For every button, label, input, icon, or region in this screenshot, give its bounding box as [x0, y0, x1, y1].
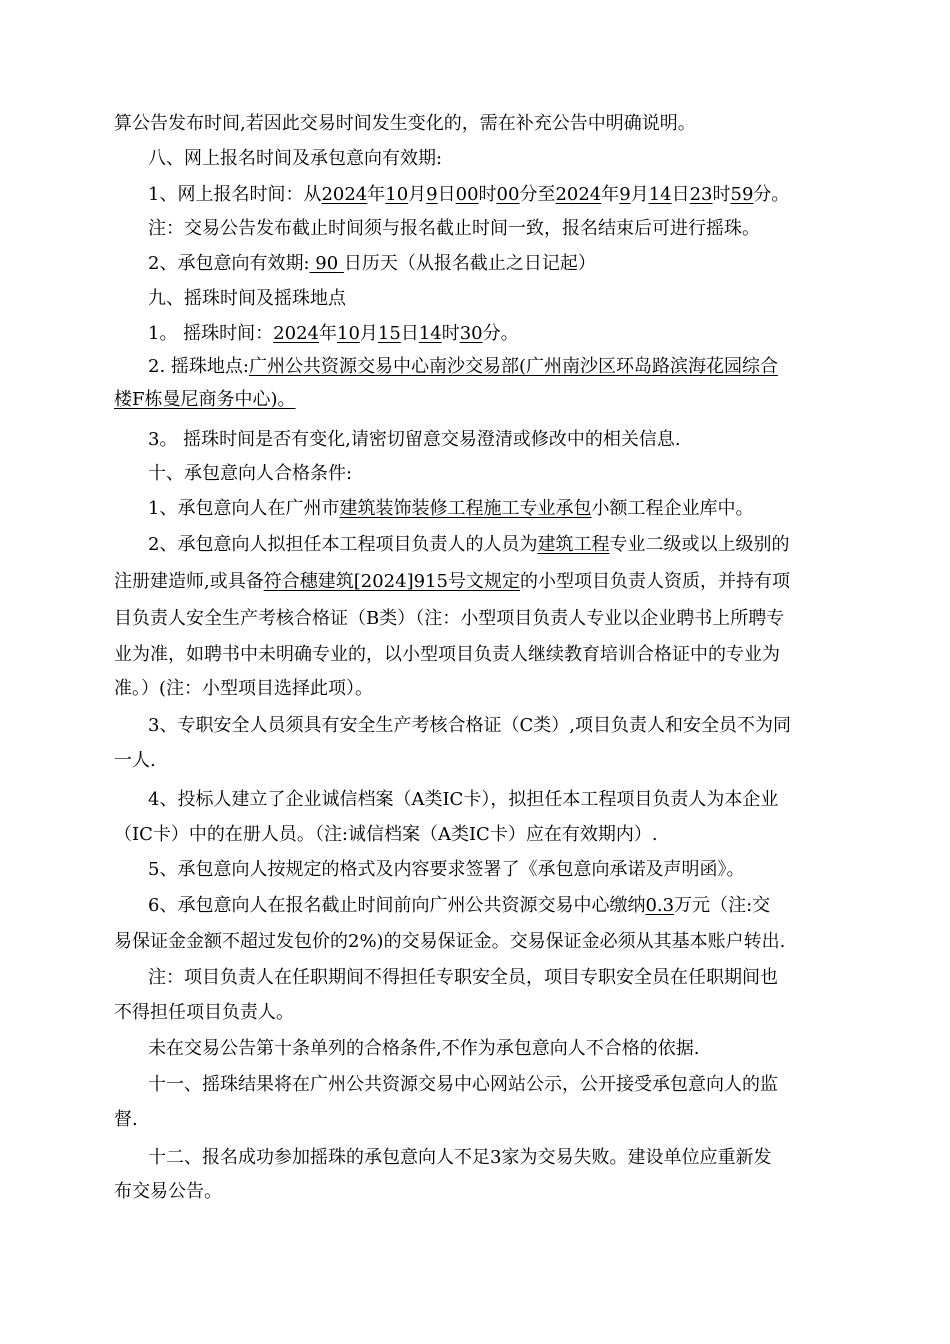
text-line	[0, 1177, 950, 1207]
text-line	[0, 1034, 950, 1064]
underlined-field: 15	[377, 323, 401, 344]
text-segment: 2. 摇珠地点:	[148, 356, 249, 377]
text-segment: 月	[630, 184, 649, 205]
text-line	[0, 963, 950, 993]
underlined-field: 9	[619, 184, 631, 205]
text-line	[0, 640, 950, 670]
underlined-field: 30	[459, 323, 483, 344]
text-line	[0, 180, 950, 210]
underlined-field: 符合穗建筑[2024]915号文规定	[263, 571, 520, 592]
text-segment: 十一、摇珠结果将在广州公共资源交易中心网站公示，公开接受承包意向人的监	[148, 1074, 778, 1095]
text-segment: 时	[441, 323, 460, 344]
text-line	[0, 459, 950, 489]
text-segment: 1、承包意向人在广州市	[148, 498, 340, 519]
text-segment: 时	[712, 184, 731, 205]
text-line	[0, 746, 950, 776]
text-segment: 3、专职安全人员须具有安全生产考核合格证（C类）,项目负责人和安全员不为同	[148, 715, 791, 736]
text-line	[0, 1105, 950, 1135]
text-line	[0, 785, 950, 815]
text-segment: 注册建造师,或具备	[114, 571, 264, 592]
underlined-field: 10	[385, 184, 409, 205]
underlined-field: 90	[309, 253, 344, 274]
underlined-field: 59	[730, 184, 754, 205]
text-line	[0, 530, 950, 560]
text-line	[0, 144, 950, 174]
text-segment: 日	[671, 184, 690, 205]
underlined-field: 2024	[321, 184, 368, 205]
underlined-field: 00	[496, 184, 520, 205]
text-segment: 分至	[519, 184, 556, 205]
text-segment: 1、网上报名时间：从	[148, 184, 322, 205]
text-segment: 目负责人安全生产考核合格证（B类）（注：小型项目负责人专业以企业聘书上所聘专	[114, 608, 785, 629]
underlined-field: 9	[426, 184, 438, 205]
text-line	[0, 319, 950, 349]
text-segment: 九、摇珠时间及摇珠地点	[148, 288, 346, 309]
text-segment: （IC卡）中的在册人员。（注:诚信档案（A类IC卡）应在有效期内）.	[114, 824, 658, 845]
text-line	[0, 820, 950, 850]
text-segment: 5、承包意向人按规定的格式及内容要求签署了《承包意向承诺及声明函》。	[148, 859, 745, 880]
underlined-field: 建筑工程	[537, 534, 610, 555]
text-line	[0, 385, 950, 415]
text-line	[0, 1070, 950, 1100]
underlined-field: 00	[455, 184, 479, 205]
text-segment: 分。	[482, 323, 519, 344]
text-line	[0, 567, 950, 597]
underlined-field: 2024	[273, 323, 319, 344]
underlined-field: 10	[337, 323, 360, 344]
text-segment: 十二、报名成功参加摇珠的承包意向人不足3家为交易失败。建设单位应重新发	[148, 1147, 772, 1168]
text-line	[0, 494, 950, 524]
text-segment: 3。 摇珠时间是否有变化,请密切留意交易澄清或修改中的相关信息.	[148, 429, 681, 450]
underlined-field: 14	[648, 184, 672, 205]
underlined-field: 建筑装饰装修工程施工专业承包	[339, 498, 592, 519]
text-line	[0, 998, 950, 1028]
text-segment: 年	[601, 184, 620, 205]
text-segment: 万元（注:交	[674, 895, 771, 916]
text-segment: 一人.	[114, 750, 156, 771]
text-line	[0, 855, 950, 885]
text-segment: 年	[319, 323, 337, 344]
text-line	[0, 284, 950, 314]
text-segment: 算公告发布时间,若因此交易时间发生变化的，需在补充公告中明确说明。	[114, 113, 696, 134]
text-segment: 4、投标人建立了企业诚信档案（A类IC卡），拟担任本工程项目负责人为本企业	[148, 789, 779, 810]
text-line	[0, 214, 950, 244]
text-line	[0, 927, 950, 957]
text-segment: 日	[400, 323, 419, 344]
text-segment: 1。 摇珠时间：	[148, 323, 274, 344]
text-segment: 八、网上报名时间及承包意向有效期:	[148, 148, 443, 169]
text-line	[0, 249, 950, 279]
text-segment: 业为准，如聘书中未明确专业的，以小型项目负责人继续教育培训合格证中的专业为	[114, 644, 780, 665]
text-line	[0, 425, 950, 455]
underlined-field: 0.3	[645, 895, 675, 916]
text-segment: 不得担任项目负责人。	[114, 1002, 294, 1023]
text-segment: 分。	[753, 184, 790, 205]
text-line	[0, 1143, 950, 1173]
text-segment: 月	[408, 184, 427, 205]
text-segment: 的小型项目负责人资质，并持有项	[519, 571, 790, 592]
text-segment: 时	[478, 184, 497, 205]
text-line	[0, 604, 950, 634]
text-line	[0, 674, 950, 704]
text-segment: 布交易公告。	[114, 1181, 222, 1202]
underlined-field: 14	[418, 323, 442, 344]
underlined-field: 23	[689, 184, 713, 205]
text-segment: 专业二级或以上级别的	[609, 534, 790, 555]
underlined-field: 2024	[555, 184, 602, 205]
underlined-field: 楼F栋曼尼商务中心)。	[114, 389, 296, 410]
text-line	[0, 109, 950, 139]
text-segment: 注：项目负责人在任职期间不得担任专职安全员，项目专职安全员在任职期间也	[148, 967, 778, 988]
text-segment: 十、承包意向人合格条件:	[148, 463, 353, 484]
text-segment: 易保证金金额不超过发包价的2%)的交易保证金。交易保证金必须从其基本账户转出.	[114, 931, 786, 952]
text-line	[0, 352, 950, 382]
text-segment: 日	[437, 184, 456, 205]
text-segment: 小额工程企业库中。	[591, 498, 754, 519]
text-segment: 督.	[114, 1109, 138, 1130]
text-segment: 日历天（从报名截止之日记起）	[343, 253, 596, 274]
underlined-field: 广州公共资源交易中心南沙交易部(广州南沙区环岛路滨海花园综合	[248, 356, 778, 377]
text-line	[0, 711, 950, 741]
text-segment: 未在交易公告第十条单列的合格条件,不作为承包意向人不合格的依据.	[148, 1038, 700, 1059]
text-segment: 年	[367, 184, 386, 205]
text-segment: 6、承包意向人在报名截止时间前向广州公共资源交易中心缴纳	[148, 895, 646, 916]
text-segment: 准。）(注：小型项目选择此项）。	[114, 678, 374, 699]
text-segment: 注：交易公告发布截止时间须与报名截止时间一致，报名结束后可进行摇珠。	[148, 218, 760, 239]
text-line	[0, 891, 950, 921]
text-segment: 2、承包意向人拟担任本工程项目负责人的人员为	[148, 534, 538, 555]
text-segment: 2、承包意向有效期:	[148, 253, 310, 274]
text-segment: 月	[359, 323, 378, 344]
